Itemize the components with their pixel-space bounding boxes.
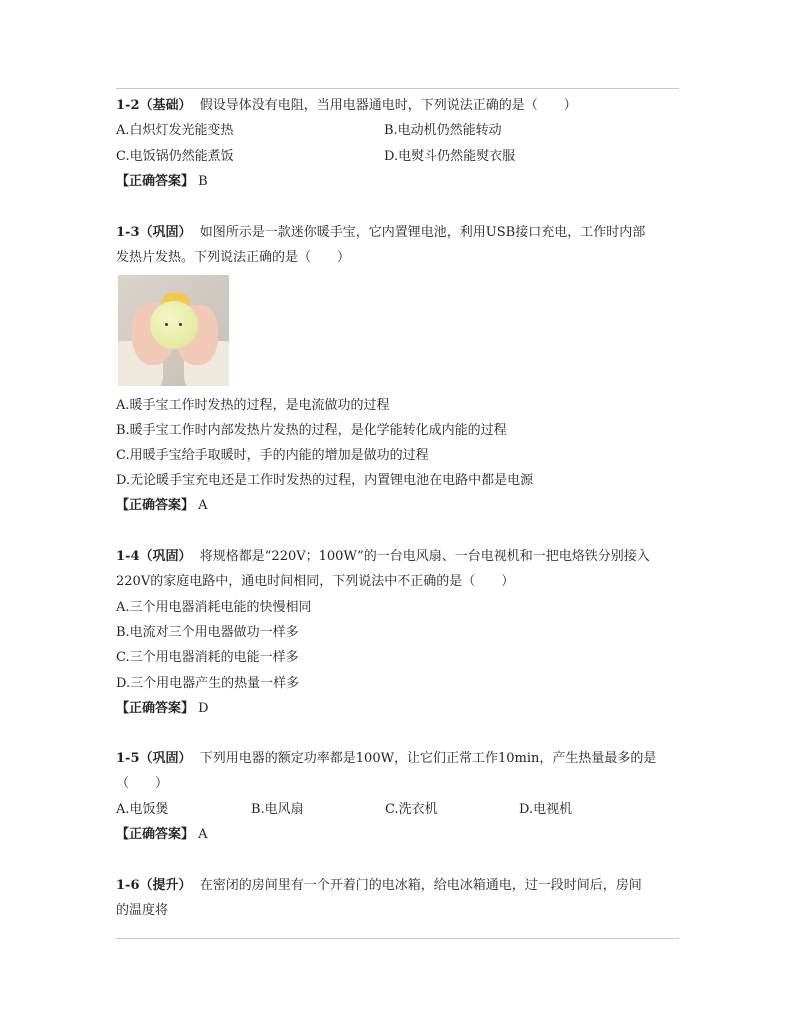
- question-1-4-stem-line1: [116, 548, 650, 566]
- top-rule: [116, 88, 679, 89]
- question-1-3-answer: [116, 497, 208, 515]
- answer-value: A: [198, 498, 208, 513]
- answer-label: 【正确答案】: [116, 701, 195, 716]
- question-1-6-stem-line1: [116, 877, 642, 895]
- question-text: 如图所示是一款迷你暖手宝，它内置锂电池，利用USB接口充电，工作时内部: [199, 225, 646, 240]
- question-1-5-option-b: B.电风扇: [251, 802, 304, 817]
- question-1-3-option-a: A.暖手宝工作时发热的过程，是电流做功的过程: [116, 398, 390, 413]
- question-1-2-option-d: D.电熨斗仍然能熨衣服: [384, 149, 516, 164]
- question-number: 1-4: [116, 549, 140, 564]
- question-1-2-answer: [116, 173, 208, 191]
- question-1-4-option-a: A.三个用电器消耗电能的快慢相同: [116, 600, 312, 615]
- question-text: 假设导体没有电阻，当用电器通电时，下列说法正确的是（ ）: [199, 98, 577, 113]
- question-1-5-option-c: C.洗衣机: [385, 802, 438, 817]
- question-1-2-option-b: B.电动机仍然能转动: [384, 123, 502, 138]
- question-number: 1-3: [116, 225, 140, 240]
- question-number: 1-2: [116, 98, 140, 113]
- question-1-3-stem-line2: 发热片发热。下列说法正确的是（ ）: [116, 250, 351, 265]
- question-1-4-option-b: B.电流对三个用电器做功一样多: [116, 625, 299, 640]
- question-1-3-option-b: B.暖手宝工作时内部发热片发热的过程，是化学能转化成内能的过程: [116, 423, 507, 438]
- question-number: 1-6: [116, 878, 140, 893]
- question-1-5-option-a: A.电饭煲: [116, 802, 169, 817]
- question-number: 1-5: [116, 751, 140, 766]
- answer-label: 【正确答案】: [116, 498, 195, 513]
- answer-label: 【正确答案】: [116, 174, 195, 189]
- hand-warmer-photo: [118, 275, 229, 386]
- question-1-6-stem-line2: 的温度将: [116, 903, 169, 918]
- question-1-2-stem: [116, 97, 577, 115]
- question-1-5-stem-line2: （ ）: [116, 776, 169, 791]
- hand-warmer: [150, 301, 198, 349]
- question-text: 下列用电器的额定功率都是100W，让它们正常工作10min，产生热量最多的是: [199, 751, 657, 766]
- question-1-4-answer: [116, 700, 209, 718]
- question-text: 在密闭的房间里有一个开着门的电冰箱，给电冰箱通电，过一段时间后，房间: [199, 878, 642, 893]
- question-level: （巩固）: [139, 549, 192, 564]
- eye-left: [165, 323, 168, 326]
- question-level: （巩固）: [139, 225, 192, 240]
- question-1-2-option-c: C.电饭锅仍然能煮饭: [116, 149, 234, 164]
- question-1-4-stem-line2: 220V的家庭电路中，通电时间相同，下列说法中不正确的是（ ）: [116, 574, 515, 589]
- eye-right: [179, 323, 182, 326]
- question-1-5-stem-line1: [116, 750, 656, 768]
- question-1-5-option-d: D.电视机: [519, 802, 573, 817]
- answer-value: B: [198, 174, 208, 189]
- question-level: （巩固）: [139, 751, 192, 766]
- question-1-4-option-d: D.三个用电器产生的热量一样多: [116, 676, 300, 691]
- question-1-3-option-c: C.用暖手宝给手取暖时，手的内能的增加是做功的过程: [116, 448, 429, 463]
- question-text: 将规格都是“220V；100W”的一台电风扇、一台电视机和一把电烙铁分别接入: [199, 549, 650, 564]
- question-1-3-stem-line1: [116, 224, 645, 242]
- question-1-3-option-d: D.无论暖手宝充电还是工作时发热的过程，内置锂电池在电路中都是电源: [116, 473, 534, 488]
- question-1-2-option-a: A.白炽灯发光能变热: [116, 123, 234, 138]
- question-1-5-answer: [116, 826, 208, 844]
- answer-value: A: [198, 827, 208, 842]
- bottom-rule: [116, 938, 679, 939]
- question-level: （提升）: [139, 878, 192, 893]
- question-1-4-option-c: C.三个用电器消耗的电能一样多: [116, 650, 299, 665]
- answer-label: 【正确答案】: [116, 827, 195, 842]
- answer-value: D: [198, 701, 209, 716]
- question-level: （基础）: [139, 98, 192, 113]
